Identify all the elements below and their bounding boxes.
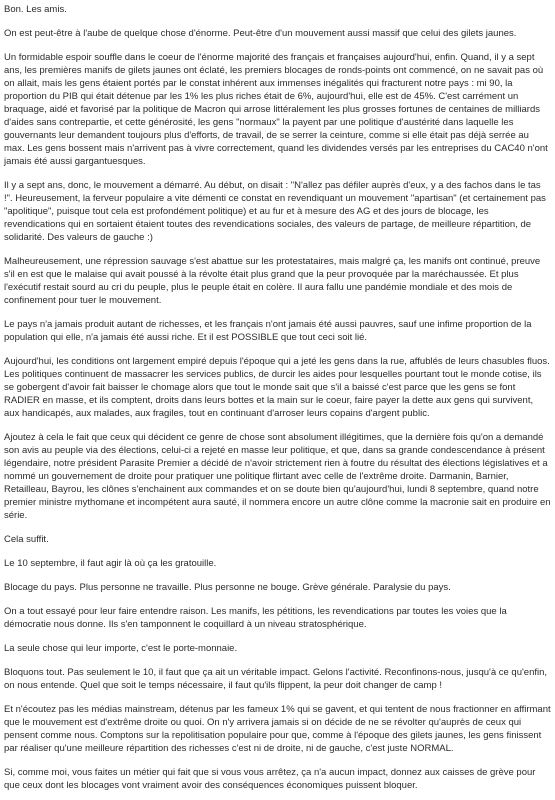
paragraph-intro: On est peut-être à l'aube de quelque chose d'énorme. Peut-être d'un mouvement aussi massif que celui des gilets jaunes. bbox=[4, 28, 517, 39]
paragraph-tried-everything: On a tout essayé pour leur faire entendre raison. Les manifs, les pétitions, les revendications par toutes les voies que la démocratie nous donne. Ils s'en tamponnent le coquillard à un niveau stratosphérique. bbox=[4, 606, 507, 630]
paragraph-seven-years-ago: Il y a sept ans, donc, le mouvement a démarré. Au début, on disait : "N'allez pas défiler auprès d'eux, y a des fachos dans le tas !". Heureusement, la ferveur populaire a vite démenti ce constat en revendiquant un mouvement "apartisan" (et certainement pas "apolitique", puisque tout cela est profondément politique) et au fur et à mesure des AG et des jours de blocage, les revendications qui en sortaient étaient toutes des revendications sociales, des valeurs de partage, de meilleure répartition, de solidarité. Des valeurs de gauche :) bbox=[4, 180, 546, 243]
paragraph-block-everything: Bloquons tout. Pas seulement le 10, il faut que ça ait un véritable impact. Gelons l'activité. Reconfinons-nous, jusqu'à ce qu'enfin, on nous entende. Quel que soit le temps nécessaire, il faut qu'ils flippent, la peur doit changer de camp ! bbox=[4, 667, 548, 691]
paragraph-wealth: Le pays n'a jamais produit autant de richesses, et les français n'ont jamais été aussi pauvres, sauf une infime proportion de la population qui elle, n'a jamais été aussi riche. Et il est POSSIBLE que tout ceci soit lié. bbox=[4, 319, 532, 343]
paragraph-today: Aujourd'hui, les conditions ont largement empiré depuis l'époque qui a jeté les gens dans la rue, affublés de leurs chasubles fluos. Les politiques continuent de massacrer les services publics, de durcir les aides pour lesquelles pourtant tout le monde cotise, ils se gobergent d'avoir fait baisser le chomage alors que tout le monde sait que s'il a baissé c'est parce que les gens se font RADIER en masse, et ils comptent, droits dans leurs bottes et la main sur le coeur, faire payer la dette aux gens qui survivent, aux handicapés, aux malades, aux fragiles, tout en continuant d'arroser leurs copains d'argent public. bbox=[4, 356, 550, 419]
paragraph-greeting: Bon. Les amis. bbox=[4, 4, 67, 15]
paragraph-september-10: Le 10 septembre, il faut agir là où ça les gratouille. bbox=[4, 558, 217, 569]
paragraph-repression: Malheureusement, une répression sauvage s'est abattue sur les protestataires, mais malgré ça, les manifs ont continué, preuve s'il en est que le malaise qui avait poussé à la révolte était plus grand que la peur provoquée par la maréchaussée. Et plus l'exécutif restait sourd au cri du peuple, plus le peuple était en colère. Il aura fallu une pandémie mondiale et des mois de confinement pour tuer le mouvement. bbox=[4, 256, 541, 306]
paragraph-wallet: La seule chose qui leur importe, c'est le porte-monnaie. bbox=[4, 643, 238, 654]
paragraph-illegitimate: Ajoutez à cela le fait que ceux qui décident ce genre de chose sont absolument illégitimes, que la dernière fois qu'on a demandé son avis au peuple via des élections, celui-ci a rejeté en masse leur politique, et que, dans sa grande condescendance à présent légendaire, notre président Parasite Premier a décidé de n'avoir strictement rien à foutre du résultat des élections législatives et a nommé un gouvernement de droite pour pratiquer une politique flirtant avec celle de l'extrême droite. Darmanin, Barnier, Retailleau, Bayrou, les clônes s'enchainent aux commandes et on se doute bien qu'aujourd'hui, lundi 8 septembre, quand notre premier ministre mythomane et incompétent aura sauté, il nommera encore un autre clône comme la macronie sait en produire en série. bbox=[4, 432, 551, 521]
paragraph-media: Et n'écoutez pas les médias mainstream, détenus par les fameux 1% qui se gavent, et qui tentent de nous fractionner en affirmant que le mouvement est d'extrême droite ou quoi. On n'y arrivera jamais si on décide de ne se révolter qu'auprès de ceux qui pensent comme nous. Comptons sur la repolitisation populaire pour que, comme à l'époque des gilets jaunes, les gens finissent par réaliser qu'une meilleure répartition des richesses c'est ni de droite, ni de gauche, c'est juste NORMAL. bbox=[4, 704, 551, 754]
paragraph-blockade: Blocage du pays. Plus personne ne travaille. Plus personne ne bouge. Grève générale. Paralysie du pays. bbox=[4, 582, 451, 593]
paragraph-hope: Un formidable espoir souffle dans le coeur de l'énorme majorité des français et françaises aujourd'hui, enfin. Quand, il y a sept ans, les premières manifs de gilets jaunes ont éclaté, les premiers blocages de ronds-points ont commencé, on ne savait pas où on allait, mais les gens étaient portés par le constat inhérent aux immenses inégalités qui fracturent notre pays : mi 90, la proportion du PIB qui était détenue par les 1% les plus riches était de 6%, aujourd'hui, elle est de 45%. C'est carrément un braquage, aidé et favorisé par la politique de Macron qui arrose littéralement les plus grosses fortunes de centaines de milliards d'aides sans contrepartie, et cette générosité, les gens "normaux" la payent par une politique d'austérité dans laquelle les gouvernants leur demandent toujours plus d'efforts, de travail, de se serrer la ceinture, comme si elle était pas déjà serrée au max. Les gens bossent mais n'arrivent pas à vivre correctement, quand les dividendes versés par les entreprises du CAC40 n'ont jamais été aussi gargantuesques. bbox=[4, 52, 548, 167]
paragraph-enough: Cela suffit. bbox=[4, 534, 49, 545]
paragraph-strike-funds: Si, comme moi, vous faites un métier qui fait que si vous vous arrêtez, ça n'a aucun impact, donnez aux caisses de grève pour que ceux dont les blocages vont vraiment avoir des conséquences économiques puissent bloquer. bbox=[4, 767, 536, 791]
